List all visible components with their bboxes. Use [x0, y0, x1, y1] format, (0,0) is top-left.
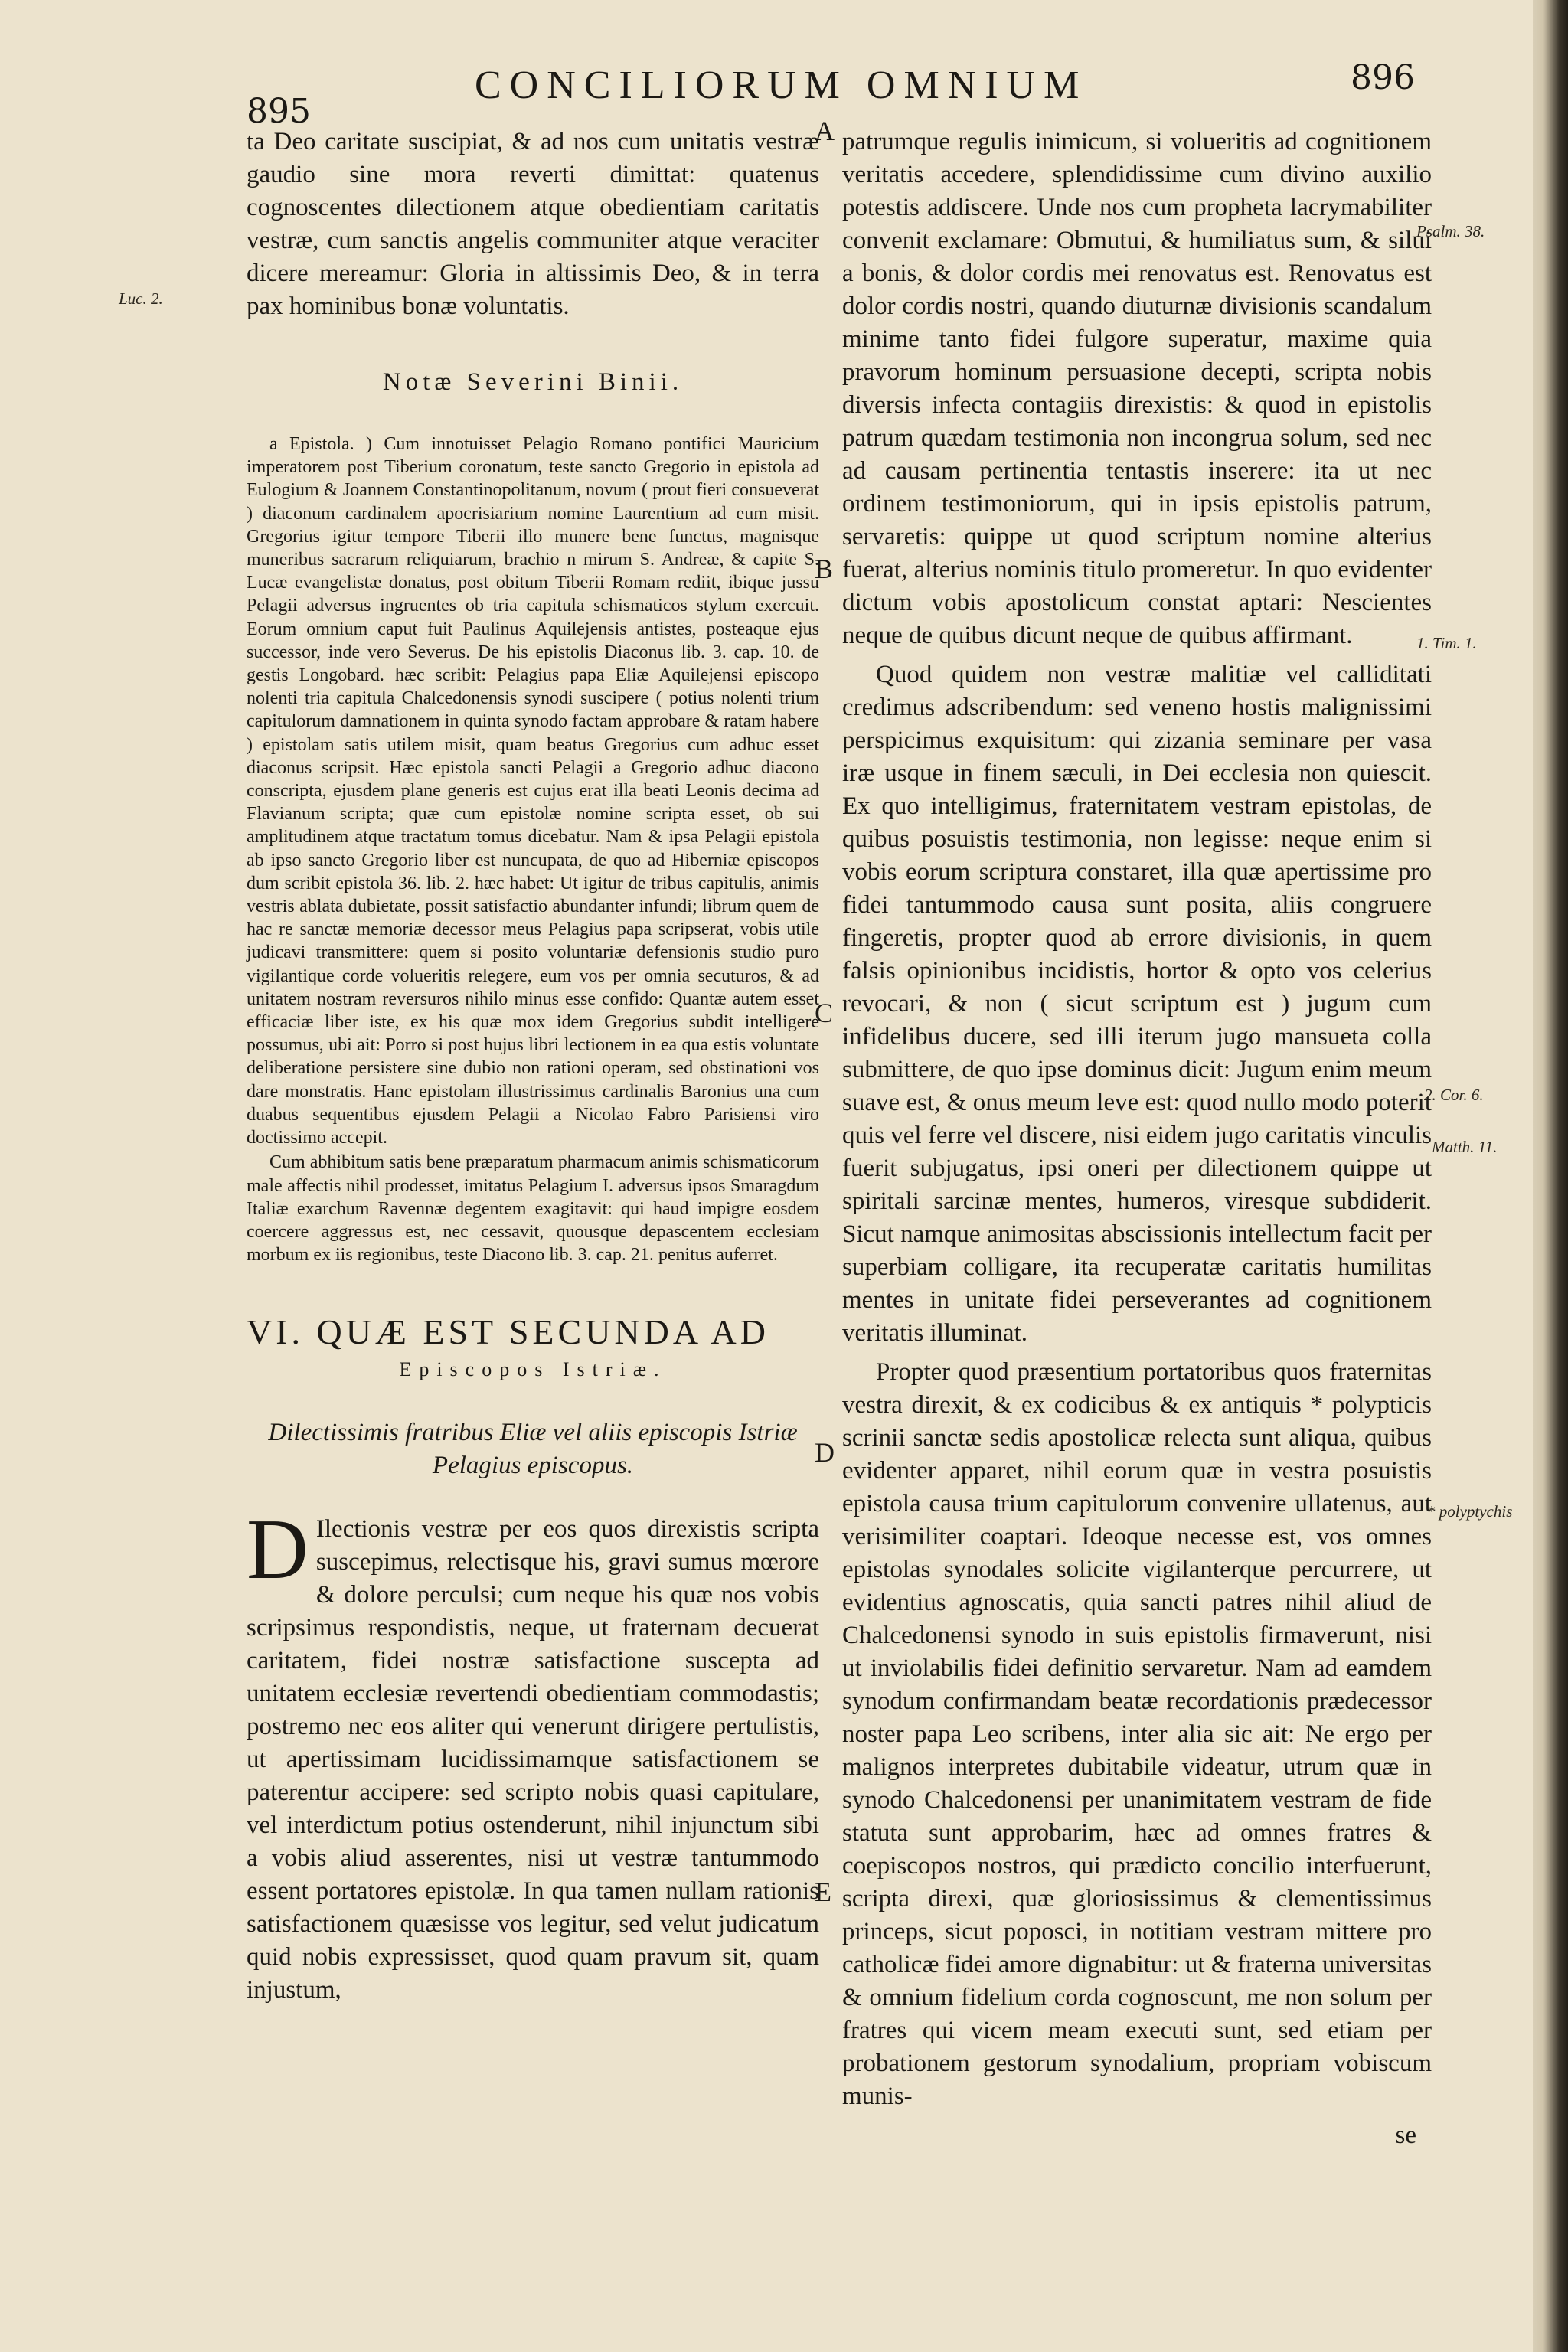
section-letter-a: A: [815, 116, 835, 146]
drop-cap: D: [247, 1502, 309, 1598]
letter-body: [247, 1502, 819, 2007]
running-title: CONCILIORUM OMNIUM: [475, 64, 1088, 107]
left-column: [247, 126, 819, 2013]
right-column: [842, 126, 1432, 2152]
note-paragraph: a Epistola. ) Cum innotuisset Pelagio Romano pontifici Mauricium imperatorem post Tiberium coronatum, teste sancto Gregorio in epistola ad Eulogium & Joannem Constantinopolitanum, novum ( prout fieri consueverat ) diaconum cardinalem apocrisiarium nomine Laurentium ad eum misit. Gregorius igitur tempore Tiberii illo munere bene functus, magnisque muneribus sacrarum reliquiarum, brachio n mirum S. Andreæ, & capite S. Lucæ evangelistæ donatus, post obitum Tiberii Romam rediit, ibique jussu Pelagii adversus ingruentes ob tria capitula schismaticos stylum exercuit. Eorum omnium caput fuit Paulinus Aquilejensis antistes, posteaque ejus successor, inde vero Severus. De his epistolis Diaconus lib. 3. cap. 10. de gestis Longobard. hæc scribit: Pelagius papa Eliæ Aquilejensi episcopo nolenti tria capitula Chalcedonensis synodi suscipere ( potius nolenti trium capitulorum damnationem in quinta synodo factam approbare & ratam habere ) epistolam satis utilem misit, quam beatus Gregorius cum adhuc esset diaconus scripsit. Hæc epistola sancti Pelagii a Gregorio adhuc diacono conscripta, ejusdem plane generis est cujus erat illa beati Leonis decima ad Flavianum scripta; quæ cum epistolæ nomine scripta esset, ob sui amplitudinem atque tractatum tomus dicebatur. Nam & ipsa Pelagii epistola ab ipso sancto Gregorio liber est nuncupata, de quo ad Hiberniæ episcopos dum scribit epistola 36. lib. 2. hæc habet: Ut igitur de tribus capitulis, animis vestris ablata dubietate, possit satisfactio abundanter infundi; librum quem de hac re sanctæ memoriæ decessor meus Pelagius papa scripserat, vobis utile judicavi transmittere: quem si posito voluntariæ defensionis studio puro vigilantique corde volueritis relegere, eum vos per omnia secuturos, & ad unitatem nostram reversuros nihilo minus esse confido: Quantæ autem esset efficaciæ liber iste, ex his quæ mox idem Gregorius subdit intelligere possumus, ubi ait: Porro si post hujus libri lectionem in ea qua estis voluntate deliberatione persistere sine dubio non rationi operam, sed obstinationi vos dare monstratis. Hanc epistolam illustrissimus cardinalis Baronius una cum duabus sequentibus ejusdem Pelagii a Nicolao Fabro Parisiensi viro doctissimo accepit.: [247, 434, 819, 1148]
running-header: [0, 52, 1531, 131]
right-paragraph-3: Propter quod præsentium portatoribus quos fraternitas vestra direxit, & ex codicibus & ex antiquis * polypticis scrinii sanctæ sedis apostolicæ relecta sunt aliqua, quibus evidenter apparet, nihil eorum quæ in vestra posuistis epistola causa trium capitulorum convenire ullatenus, aut verisimiliter coaptari. Ideoque necesse est, vos omnes epistolas synodales solicite vigilanterque percurrere, ut evidentius agnoscatis, quia sancti patres nihil aliud de Chalcedonensi synodo in suis epistolis firmaverunt, nisi ut inviolabilis fidei definitio servaretur. Nam ad eamdem synodum confirmandam beatæ recordationis prædecessor noster papa Leo scribens, inter alia sic ait: Ne ergo per malignos interpretes dubitabile videatur, utrum quæ in synodo Chalcedonensi per unanimitatem vestram de fide statuta sunt approbarim, hæc ad omnes fratres & coepiscopos nostros, qui prædicto concilio interfuerunt, scripta direxi, quæ gloriosissimus & clementissimus princeps, sicut poposci, in notitiam vestram mittere pro catholicæ fidei amore dignabitur: ut & fraterna universitas & omnium fidelium corda cognoscunt, me non solum per fratres qui vicem meam executi sunt, sed etiam per probationem gestorum synodalium, propriam vobiscum munis-: [842, 1358, 1432, 2110]
section-letter-d: D: [815, 1437, 835, 1468]
right-paragraph-1: patrumque regulis inimicum, si volueritis ad cognitionem veritatis accedere, splendidissime cum divino auxilio potestis addiscere. Unde nos cum propheta lacrymabiliter convenit exclamare: Obmutui, & humiliatus sum, & silui a bonis, & dolor cordis mei renovatus est. Renovatus est dolor cordis nostri, quando diuturnæ divisionis scandalum minime tanto fidei fulgore superatur, maxime quia pravorum hominum persuasione decepti, scripta nobis diversis infecta contagiis direxistis: & quod in epistolis patrum quædam testimonia non incongrua solum, sed nec ad causam pertinentia tentastis inserere: ita ut nec ordinem testimoniorum, qui in ipsis epistolis patrum, servaretis: quippe ut quod scriptum nomine alterius fuerat, alterius nominis titulo promeretur. In quo evidenter dictum vobis apostolicum constat aptari: Nescientes neque de quibus dicunt neque de quibus affirmant.: [842, 128, 1432, 649]
margin-note-polypty: * polyptychis: [1427, 1502, 1513, 1521]
margin-note-luc: Luc. 2.: [119, 289, 163, 308]
section-letter-c: C: [815, 998, 834, 1028]
page-number-right: 896: [1351, 58, 1415, 97]
section-title: VI. QUÆ EST SECUNDA AD: [247, 1312, 769, 1352]
margin-note-matth: Matth. 11.: [1432, 1138, 1498, 1156]
book-spine: [1533, 0, 1568, 2352]
section-letter-e: E: [815, 1877, 831, 1907]
margin-note-tim: 1. Tim. 1.: [1416, 634, 1477, 652]
page-number-left: 895: [247, 92, 311, 131]
right-paragraph-2: Quod quidem non vestræ malitiæ vel calliditati credimus adscribendum: sed veneno hostis malignissimi perspicimus exquisitum: qui zizania seminare per vasa iræ usque in finem sæculi, in Dei ecclesia non quiescit. Ex quo intelligimus, fraternitatem vestram epistolas, de quibus posuistis testimonia, non legisse: neque enim si vobis eorum scriptura constaret, illa quæ apertissime pro fidei tantummodo causa sunt posita, aliis congruere fingeretis, propter quod ab errore divisionis, in quem falsis opinionibus incidistis, hortor & opto vos celerius revocari, & non ( sicut scriptum est ) jugum cum infidelibus ducere, sed illi iterum jugo mansueta colla submittere, de quo ipse dominus dicit: Jugum enim meum suave est, & onus meum leve est: quod nullo modo poterit quis vel ferre vel discere, nisi eidem jugo caritatis vinculis fuerit subjugatus, ipsi oneri per dilectionem quippe ut spiritali sarcinæ mentes, humeros, viresque subdiderit. Sicut namque animositas abscissionis intellectum facit per superbiam colligare, ita recuperatæ caritatis humilitas mentes in unitate fidei perseverantes ad cognitionem veritatis illuminat.: [842, 661, 1432, 1347]
note-paragraph: Cum abhibitum satis bene præparatum pharmacum animis schismaticorum male affectis nihil prodesset, imitatus Pelagium I. adversus ipsos Smaragdum Italiæ exarchum Ravennæ degentem exagitavit: qui haud impigre eosdem coercere aggressus est, nec cessavit, quousque depascentem ecclesiam morbum ex iis regionibus, teste Diacono lib. 3. cap. 21. penitus auferret.: [247, 1152, 819, 1266]
letter-address: Dilectissimis fratribus Eliæ vel aliis episcopis Istriæ Pelagius episcopus.: [268, 1419, 798, 1480]
letter-body-text: Ilectionis vestræ per eos quos direxistis scripta suscepimus, relectisque his, gravi sumus mœrore & dolore perculsi; cum neque his quæ nos vobis scripsimus respondistis, neque, ut fraternam decuerat caritatem, fidei nostræ satisfactione suscepta ad unitatem ecclesiæ revertendi obedientiam commodastis; postremo nec eos aliter qui venerunt dirigere pertulistis, ut apertissimam lucidissimamque satisfactionem se paterentur accipere: sed scripto nobis quasi capitulare, vel interdictum potius ostenderunt, nihil injunctum sibi a vobis aliud asserentes, nisi ut vestræ tantummodo essent portatores epistolæ. In qua tamen nullam rationis satisfactionem quæsisse vos legitur, sed velut judicatum quid nobis expressisset, quod quam pravum sit, quam injustum,: [247, 1515, 819, 2004]
catchword: se: [1395, 2122, 1416, 2149]
margin-note-psalm: Psalm. 38.: [1416, 222, 1485, 240]
notes-block: [247, 433, 819, 1266]
section-subtitle: Episcopos Istriæ.: [399, 1358, 667, 1381]
section-letter-b: B: [815, 554, 834, 584]
margin-note-cor: 2. Cor. 6.: [1424, 1086, 1484, 1104]
left-opening-paragraph: ta Deo caritate suscipiat, & ad nos cum unitatis vestræ gaudio sine mora reverti dimittat: quatenus cognoscentes dilectionem atque obedientiam caritatis vestræ, cum sanctis angelis communiter atque veraciter dicere mereamur: Gloria in altissimis Deo, & in terra pax hominibus bonæ voluntatis.: [247, 128, 819, 320]
notes-title: Notæ Severini Binii.: [382, 368, 684, 396]
